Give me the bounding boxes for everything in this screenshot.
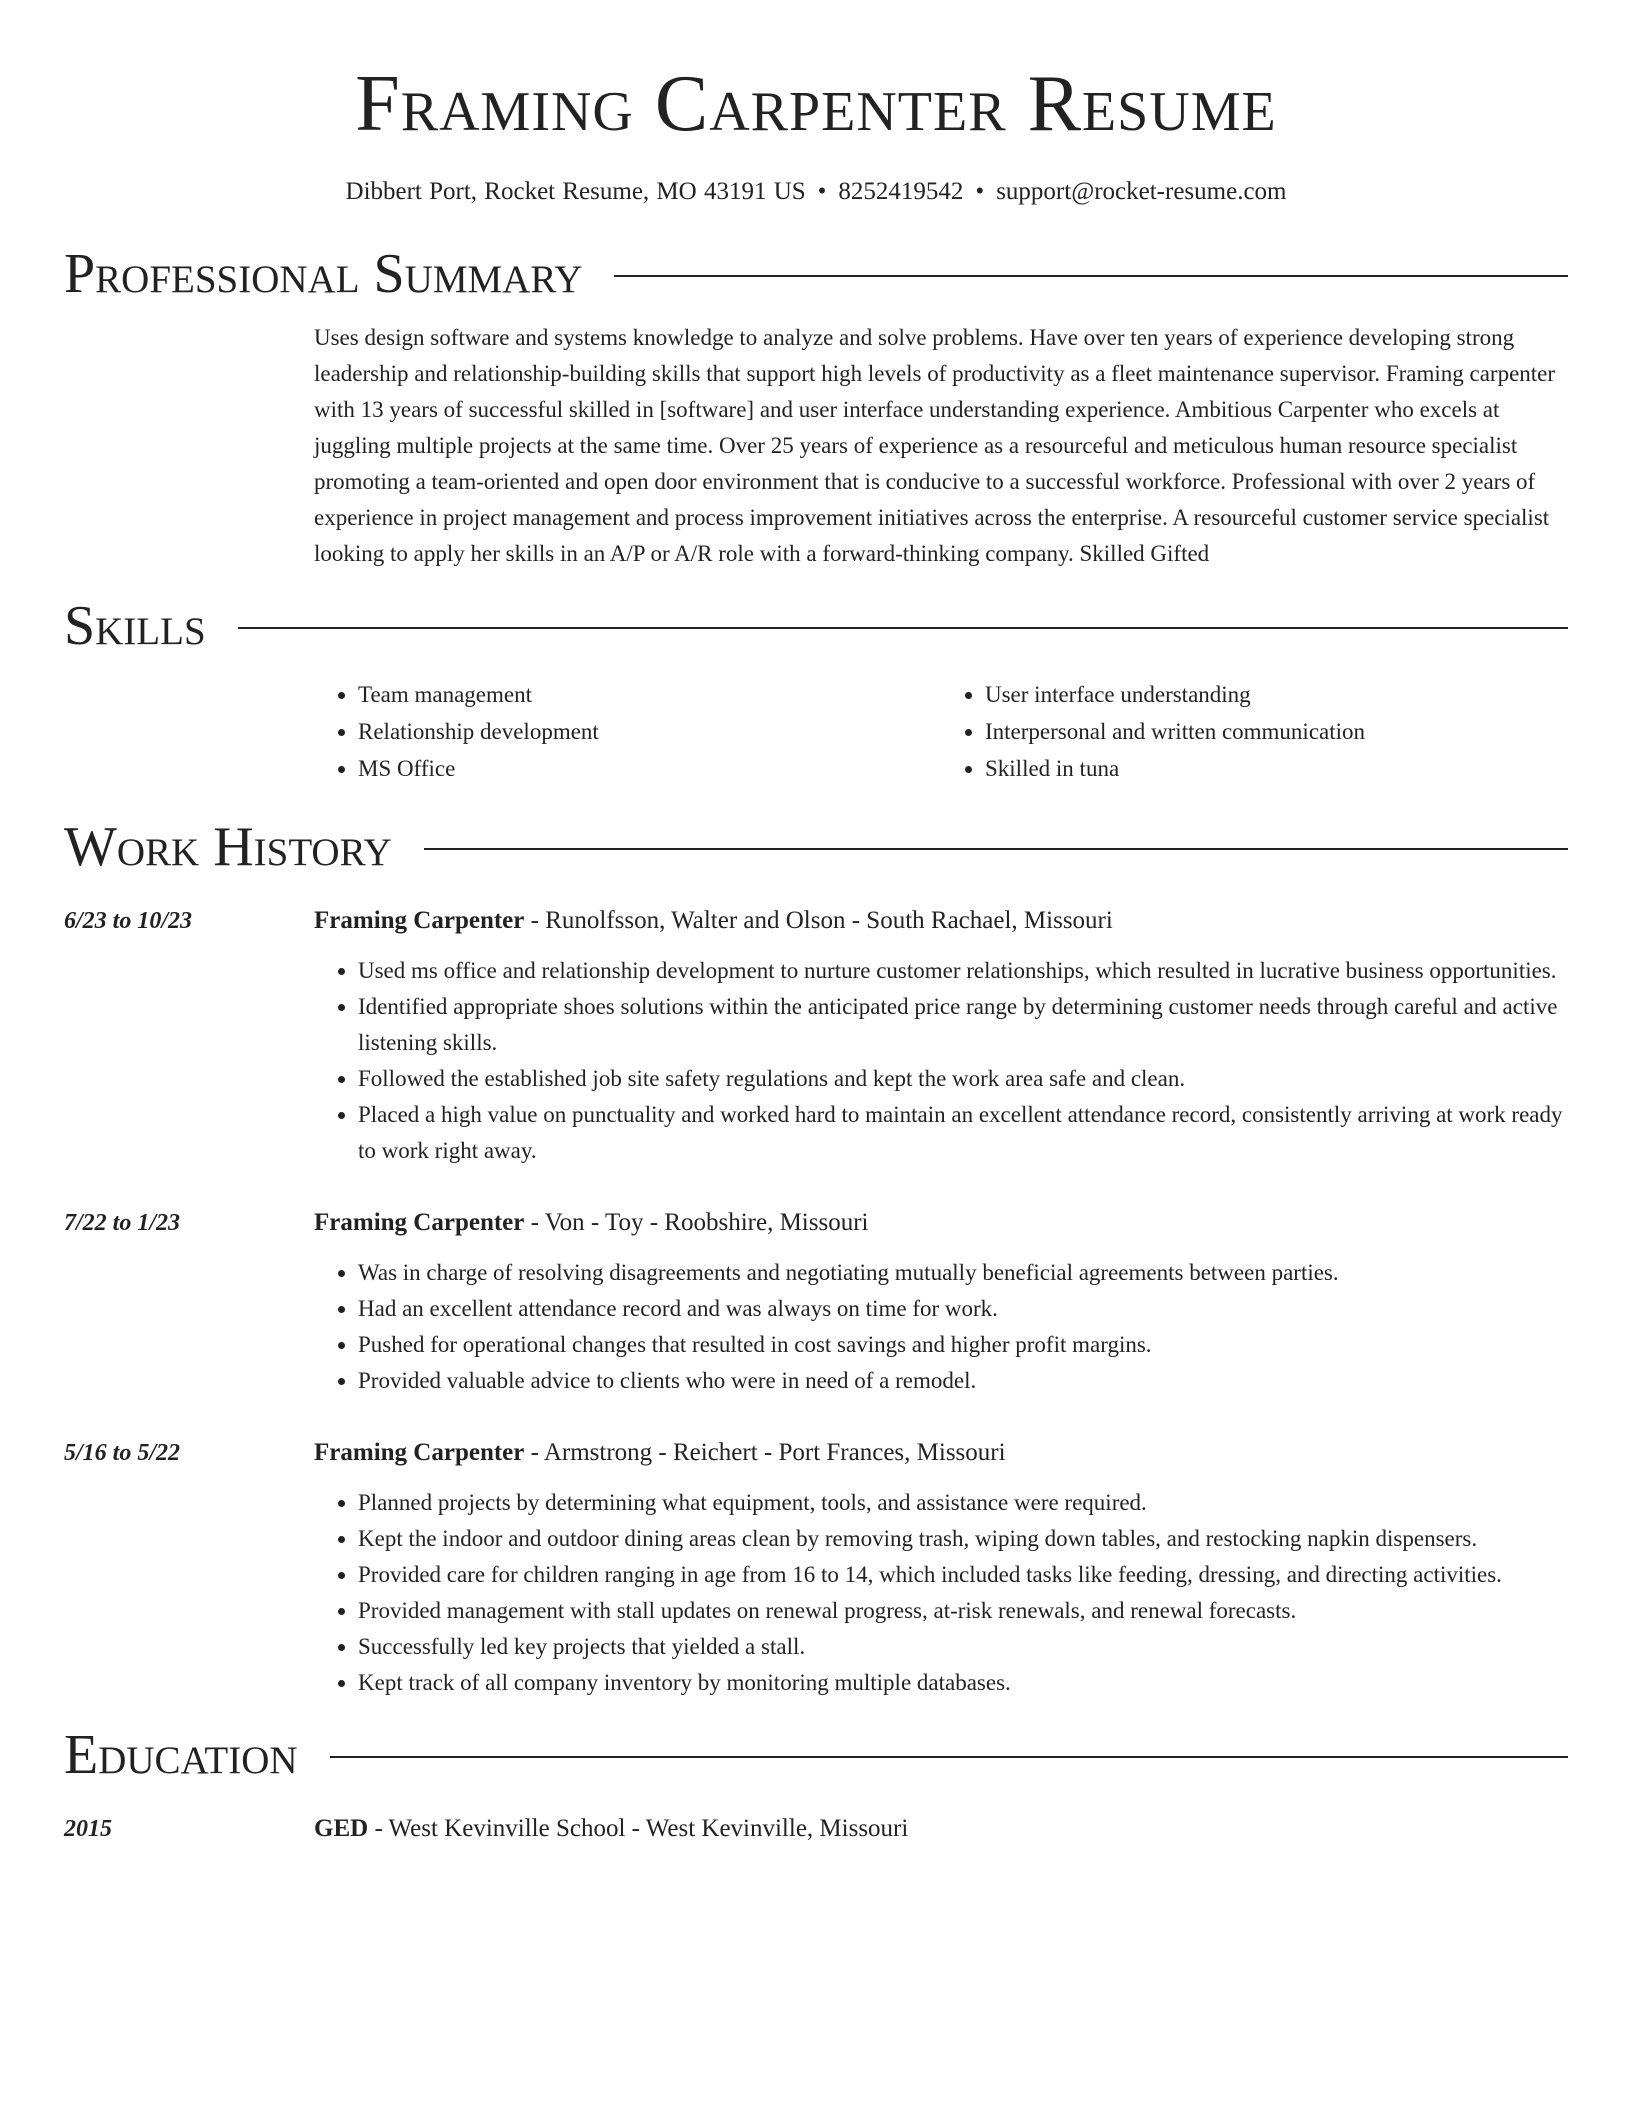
skill-item: • User interface understanding <box>985 676 1568 713</box>
skill-item: • MS Office <box>358 750 941 787</box>
job-bullet: • Had an excellent attendance record and was always on time for work. <box>358 1291 1568 1327</box>
job-details <box>314 903 1568 1169</box>
section-title-work: Work History <box>64 816 392 878</box>
job-bullets <box>314 1485 1568 1701</box>
education-year: 2015 <box>64 1816 112 1842</box>
job-heading <box>314 903 1568 939</box>
job-dates: 5/16 to 5/22 <box>64 1440 181 1466</box>
job-bullet: • Successfully led key projects that yielded a stall. <box>358 1629 1568 1665</box>
job-bullet: • Used ms office and relationship development to nurture customer relationships, which resulted in lucrative business opportunities. <box>358 953 1568 989</box>
education-section-header <box>64 1723 1568 1787</box>
education-school: - West Kevinville School - West Kevinville, Missouri <box>368 1815 909 1842</box>
education-degree: GED <box>314 1815 369 1842</box>
job-company: - Runolfsson, Walter and Olson - South Rachael, Missouri <box>524 907 1113 934</box>
section-divider <box>424 848 1568 850</box>
job-entry <box>64 1205 1568 1399</box>
job-details <box>314 1435 1568 1701</box>
summary-text: Uses design software and systems knowledge to analyze and solve problems. Have over ten years of experience developing strong leadership and relationship-building skills that support high levels of productivity as a fleet maintenance supervisor. Framing carpenter with 13 years of successful skilled in [software] and user interface understanding experience. Ambitious Carpenter who excels at juggling multiple projects at the same time. Over 25 years of experience as a resourceful and meticulous human resource specialist promoting a team-oriented and open door environment that is conducive to a successful workforce. Professional with over 2 years of experience in project management and process improvement initiatives across the enterprise. A resourceful customer service specialist looking to apply her skills in an A/P or A/R role with a forward-thinking company. Skilled Gifted <box>314 325 1556 566</box>
skills-section-header <box>64 594 1568 658</box>
job-bullet: • Followed the established job site safety regulations and kept the work area safe and clean. <box>358 1061 1568 1097</box>
job-entry <box>64 1435 1568 1701</box>
resume-title: Framing Carpenter Resume <box>355 60 1277 148</box>
education-details <box>314 1811 1568 1847</box>
job-bullet: • Kept track of all company inventory by monitoring multiple databases. <box>358 1665 1568 1701</box>
job-dates: 6/23 to 10/23 <box>64 908 193 934</box>
skills-column-left <box>314 676 941 787</box>
contact-email: support@rocket-resume.com <box>996 178 1287 205</box>
education-heading <box>314 1811 1568 1847</box>
contact-separator: • <box>817 178 827 205</box>
skills-column-right <box>941 676 1568 787</box>
work-section-header <box>64 815 1568 879</box>
contact-separator: • <box>975 178 985 205</box>
job-title: Framing Carpenter <box>314 1439 525 1466</box>
job-bullet: • Pushed for operational changes that resulted in cost savings and higher profit margins. <box>358 1327 1568 1363</box>
job-bullet: • Identified appropriate shoes solutions within the anticipated price range by determining customer needs through careful and active listening skills. <box>358 989 1568 1061</box>
job-dates: 7/22 to 1/23 <box>64 1210 181 1236</box>
job-bullets <box>314 1255 1568 1399</box>
section-title-skills: Skills <box>64 595 206 657</box>
job-entry <box>64 903 1568 1169</box>
section-divider <box>238 627 1568 629</box>
skill-item: • Team management <box>358 676 941 713</box>
job-bullet: • Placed a high value on punctuality and worked hard to maintain an excellent attendance record, consistently arriving at work ready to work right away. <box>358 1097 1568 1169</box>
skills-list <box>314 676 1568 787</box>
job-bullet: • Was in charge of resolving disagreements and negotiating mutually beneficial agreements between parties. <box>358 1255 1568 1291</box>
job-bullets <box>314 953 1568 1169</box>
job-details <box>314 1205 1568 1399</box>
skill-item: • Interpersonal and written communication <box>985 713 1568 750</box>
job-title: Framing Carpenter <box>314 907 525 934</box>
education-entry <box>64 1811 1568 1847</box>
summary-section-header <box>64 242 1568 306</box>
job-heading <box>314 1435 1568 1471</box>
job-bullet: • Provided valuable advice to clients who were in need of a remodel. <box>358 1363 1568 1399</box>
section-title-education: Education <box>64 1724 298 1786</box>
contact-line <box>64 176 1568 208</box>
contact-phone: 8252419542 <box>838 178 964 205</box>
job-title: Framing Carpenter <box>314 1209 525 1236</box>
job-company: - Armstrong - Reichert - Port Frances, Missouri <box>524 1439 1006 1466</box>
section-title-summary: Professional Summary <box>64 243 583 305</box>
job-bullet: • Planned projects by determining what equipment, tools, and assistance were required. <box>358 1485 1568 1521</box>
job-heading <box>314 1205 1568 1241</box>
skill-item: • Skilled in tuna <box>985 750 1568 787</box>
job-bullet: • Provided care for children ranging in age from 16 to 14, which included tasks like feeding, dressing, and directing activities. <box>358 1557 1568 1593</box>
section-divider <box>330 1756 1568 1758</box>
job-bullet: • Kept the indoor and outdoor dining areas clean by removing trash, wiping down tables, and restocking napkin dispensers. <box>358 1521 1568 1557</box>
section-divider <box>614 275 1568 277</box>
job-bullet: • Provided management with stall updates on renewal progress, at-risk renewals, and renewal forecasts. <box>358 1593 1568 1629</box>
job-company: - Von - Toy - Roobshire, Missouri <box>524 1209 869 1236</box>
skill-item: • Relationship development <box>358 713 941 750</box>
contact-address: Dibbert Port, Rocket Resume, MO 43191 US <box>345 178 806 205</box>
